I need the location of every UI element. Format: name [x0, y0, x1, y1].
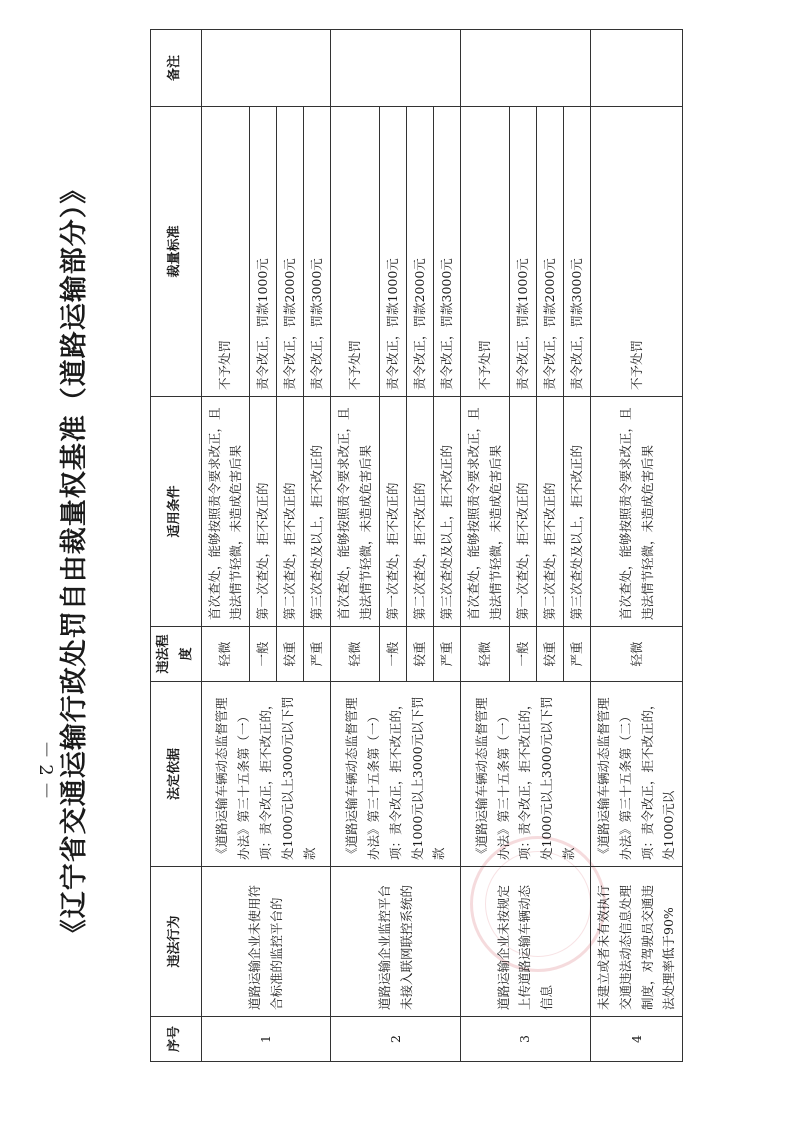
cell-condition: 首次查处，能够按照责令要求改正，且违法情节轻微，未造成危害后果: [461, 397, 510, 627]
cell-behavior: 道路运输企业未按规定上传道路运输车辆动态信息: [461, 867, 591, 1017]
cell-degree: 严重: [434, 627, 461, 682]
cell-seq: 4: [590, 1017, 683, 1062]
document-title: 《辽宁省交通运输行政处罚自由裁量权基准（道路运输部分）》: [59, 175, 90, 947]
cell-degree: 较重: [277, 627, 304, 682]
cell-standard: 不予处罚: [590, 107, 683, 397]
cell-degree: 轻微: [201, 627, 250, 682]
cell-degree: 一般: [509, 627, 536, 682]
cell-remarks: [331, 30, 461, 107]
cell-condition: 第三次查处及以上，拒不改正的: [563, 397, 590, 627]
cell-standard: 责令改正，罚款1000元: [509, 107, 536, 397]
cell-basis: 《道路运输车辆动态监督管理办法》第三十五条第（一）项：责令改正，拒不改正的，处1000元以上3000元以下罚款: [331, 682, 461, 867]
page-number: － 2 －: [35, 740, 56, 800]
cell-remarks: [590, 30, 683, 107]
cell-condition: 第三次查处及以上，拒不改正的: [304, 397, 331, 627]
cell-behavior: 未建立或者未有效执行交通违法动态信息处理制度，对驾驶员交通违法处理率低于90%: [590, 867, 683, 1017]
table-row: [590, 30, 683, 1062]
cell-condition: 第二次查处，拒不改正的: [536, 397, 563, 627]
cell-standard: 不予处罚: [461, 107, 510, 397]
cell-condition: 首次查处，能够按照责令要求改正，且违法情节轻微，未造成危害后果: [331, 397, 380, 627]
header-condition: 适用条件: [151, 397, 202, 627]
cell-standard: 责令改正，罚款3000元: [304, 107, 331, 397]
cell-remarks: [201, 30, 331, 107]
cell-basis: 《道路运输车辆动态监督管理办法》第三十五条第（二）项：责令改正，拒不改正的，处1000元以: [590, 682, 683, 867]
cell-standard: 责令改正，罚款1000元: [380, 107, 407, 397]
cell-degree: 轻微: [461, 627, 510, 682]
header-basis: 法定依据: [151, 682, 202, 867]
cell-standard: 不予处罚: [201, 107, 250, 397]
cell-condition: 首次查处，能够按照责令要求改正，且违法情节轻微，未造成危害后果: [201, 397, 250, 627]
cell-degree: 较重: [407, 627, 434, 682]
cell-seq: 2: [331, 1017, 461, 1062]
table-row: [201, 30, 250, 1062]
cell-degree: 轻微: [331, 627, 380, 682]
cell-degree: 一般: [250, 627, 277, 682]
table-header-row: [151, 30, 202, 1062]
cell-degree: 较重: [536, 627, 563, 682]
cell-seq: 3: [461, 1017, 591, 1062]
penalty-standards-table: [150, 29, 683, 1062]
cell-condition: 第一次查处，拒不改正的: [380, 397, 407, 627]
cell-condition: 第三次查处及以上，拒不改正的: [434, 397, 461, 627]
cell-standard: 不予处罚: [331, 107, 380, 397]
cell-basis: 《道路运输车辆动态监督管理办法》第三十五条第（一）项：责令改正，拒不改正的，处1000元以上3000元以下罚款: [461, 682, 591, 867]
header-standard: 裁量标准: [151, 107, 202, 397]
cell-behavior: 道路运输企业未使用符合标准的监控平台的: [201, 867, 331, 1017]
table-row: [461, 30, 510, 1062]
cell-standard: 责令改正，罚款3000元: [434, 107, 461, 397]
cell-degree: 严重: [563, 627, 590, 682]
header-remarks: 备注: [151, 30, 202, 107]
cell-degree: 严重: [304, 627, 331, 682]
cell-condition: 第一次查处，拒不改正的: [250, 397, 277, 627]
cell-basis: 《道路运输车辆动态监督管理办法》第三十五条第（一）项：责令改正，拒不改正的，处1000元以上3000元以下罚款: [201, 682, 331, 867]
cell-condition: 第二次查处，拒不改正的: [277, 397, 304, 627]
header-degree: 违法程度: [151, 627, 202, 682]
cell-behavior: 道路运输企业监控平台未接入联网联控系统的: [331, 867, 461, 1017]
cell-standard: 责令改正，罚款2000元: [407, 107, 434, 397]
table-row: [331, 30, 380, 1062]
cell-condition: 首次查处，能够按照责令要求改正，且违法情节轻微，未造成危害后果: [590, 397, 683, 627]
cell-condition: 第二次查处，拒不改正的: [407, 397, 434, 627]
header-seq: 序号: [151, 1017, 202, 1062]
cell-remarks: [461, 30, 591, 107]
cell-condition: 第一次查处，拒不改正的: [509, 397, 536, 627]
cell-degree: 一般: [380, 627, 407, 682]
cell-standard: 责令改正，罚款3000元: [563, 107, 590, 397]
cell-standard: 责令改正，罚款2000元: [536, 107, 563, 397]
cell-degree: 轻微: [590, 627, 683, 682]
cell-seq: 1: [201, 1017, 331, 1062]
cell-standard: 责令改正，罚款1000元: [250, 107, 277, 397]
cell-standard: 责令改正，罚款2000元: [277, 107, 304, 397]
header-behavior: 违法行为: [151, 867, 202, 1017]
